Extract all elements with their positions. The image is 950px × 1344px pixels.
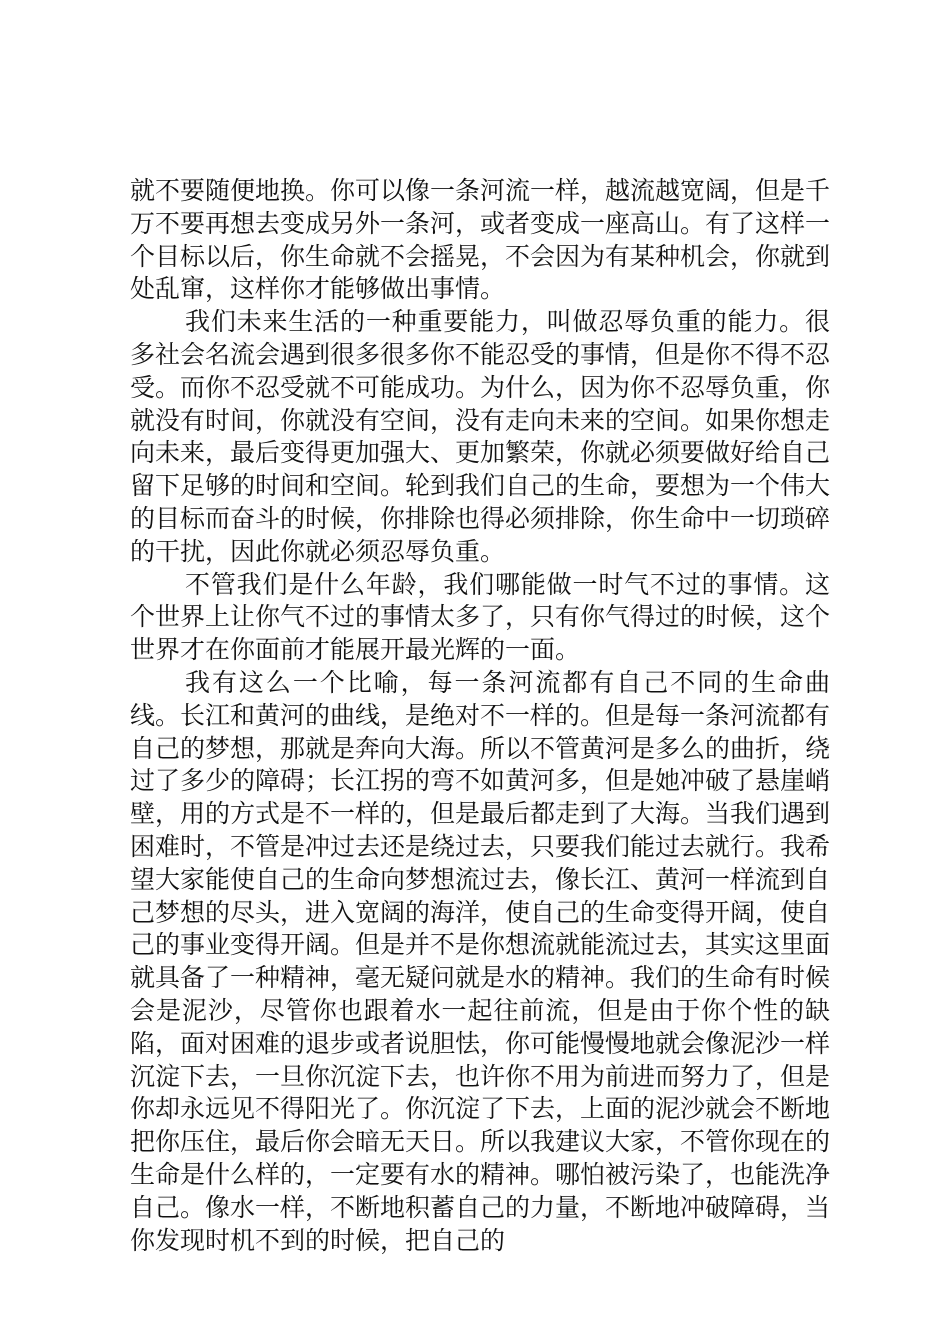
- paragraph-2: 我们未来生活的一种重要能力，叫做忍辱负重的能力。很多社会名流会遇到很多很多你不能忍受的事情，但是你不得不忍受。而你不忍受就不可能成功。为什么，因为你不忍辱负重，你就没有时间，你就没有空间，没有走向未来的空间。如果你想走向未来，最后变得更加强大、更加繁荣，你就必须要做好给自己留下足够的时间和空间。轮到我们自己的生命，要想为一个伟大的目标而奋斗的时候，你排除也得必须排除，你生命中一切琐碎的干扰，因此你就必须忍辱负重。: [130, 307, 831, 566]
- paragraph-4: 我有这么一个比喻，每一条河流都有自己不同的生命曲线。长江和黄河的曲线，是绝对不一样的。但是每一条河流都有自己的梦想，那就是奔向大海。所以不管黄河是多么的曲折，绕过了多少的障碍；长江拐的弯不如黄河多，但是她冲破了悬崖峭壁，用的方式是不一样的，但是最后都走到了大海。当我们遇到困难时，不管是冲过去还是绕过去，只要我们能过去就行。我希望大家能使自己的生命向梦想流过去，像长江、黄河一样流到自己梦想的尽头，进入宽阔的海洋，使自己的生命变得开阔，使自己的事业变得开阔。但是并不是你想流就能流过去，其实这里面就具备了一种精神，毫无疑问就是水的精神。我们的生命有时候会是泥沙，尽管你也跟着水一起往前流，但是由于你个性的缺陷，面对困难的退步或者说胆怯，你可能慢慢地就会像泥沙一样沉淀下去，一旦你沉淀下去，也许你不用为前进而努力了，但是你却永远见不得阳光了。你沉淀了下去，上面的泥沙就会不断地把你压住，最后你会暗无天日。所以我建议大家，不管你现在的生命是什么样的，一定要有水的精神。哪怕被污染了，也能洗净自己。像水一样，不断地积蓄自己的力量，不断地冲破障碍，当你发现时机不到的时候，把自己的: [130, 667, 831, 1255]
- paragraph-1: 就不要随便地换。你可以像一条河流一样，越流越宽阔，但是千万不要再想去变成另外一条河，或者变成一座高山。有了这样一个目标以后，你生命就不会摇晃，不会因为有某种机会，你就到处乱窜，这样你才能够做出事情。: [130, 176, 831, 304]
- paragraph-3: 不管我们是什么年龄，我们哪能做一时气不过的事情。这个世界上让你气不过的事情太多了，只有你气得过的时候，这个世界才在你面前才能展开最光辉的一面。: [130, 569, 831, 665]
- body-text: [130, 175, 830, 1257]
